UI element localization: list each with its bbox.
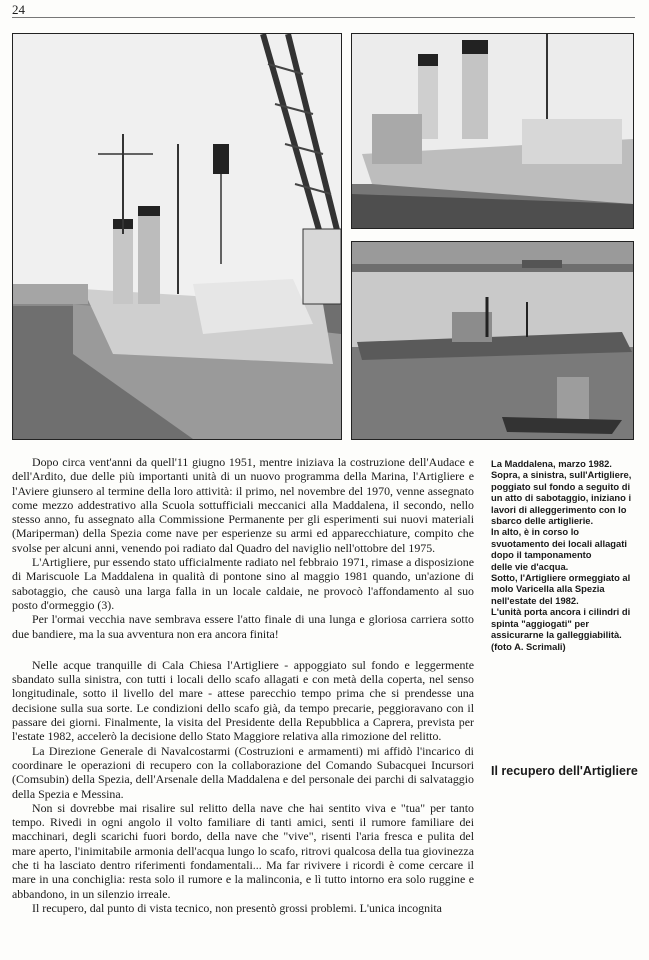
caption-line: assicurarne la galleggiabilità. [491, 629, 622, 641]
caption-line: In alto, è in corso lo [491, 526, 580, 538]
caption-line: La Maddalena, marzo 1982. [491, 458, 612, 469]
paragraph: Il recupero, dal punto di vista tecnico, non presentò grossi problemi. L'unica incognita [32, 900, 442, 915]
photo-ship-dewatering [351, 33, 634, 229]
ship-photo-icon [352, 242, 633, 439]
paragraph: L'Artigliere, pur essendo stato ufficialmente radiato nel febbraio 1971, rimase a disposizione di Mariscuole La Maddalena in qualità di pontone sino al maggio 1981 quando, un'azione di sabotaggio, che causò una larga falla in un locale caldaie, ne provocò l'affondamento al suo posto d'ormeggio (3). [12, 555, 474, 612]
page-number: 24 [12, 2, 25, 17]
ship-photo-icon [13, 34, 341, 439]
caption-line: poggiato sul fondo a seguito di [491, 480, 631, 492]
caption-line: delle vie d'acqua. [491, 560, 569, 572]
photo-caption [491, 458, 637, 652]
ship-photo-icon [352, 34, 633, 228]
caption-line: nell'estate del 1982. [491, 594, 579, 606]
paragraph: Non si dovrebbe mai risalire sul relitto della nave che hai sentito viva e "tua" per tanto tempo. Rivedi in ogni angolo il volto familiare di tanti amici, senti il rumore familiare dei macchinari, degli scarichi fuori bordo, della nave che "vive", risenti l'aria fresca e pulita del mare aperto, l'inimitabile armonia dell'acqua lungo lo scafo, ritrovi qualcosa della tua giovinezza che ti ha lasciato dentro riferimenti fondamentali... Ma far rivivere i ricordi è come cercare il mare in una conchiglia: resta solo il rumore e la malinconia, e lì tutto intorno era solo ruggine e abbandono, in un silenzio irreale. [12, 800, 474, 901]
caption-line: lavori di alleggerimento con lo [491, 503, 627, 515]
caption-line: svuotamento dei locali allagati [491, 537, 627, 549]
header-rule [12, 17, 635, 18]
caption-line: dopo il tamponamento [491, 549, 592, 561]
article-body [12, 455, 474, 915]
photo-ship-crane [12, 33, 342, 440]
paragraph: Nelle acque tranquille di Cala Chiesa l'Artigliere - appoggiato sul fondo e leggermente sbandato sulla sinistra, con tutti i locali dello scafo allagati e con metà della coperta, nel senso longitudinale, sotto il livello del mare - attese parecchio tempo prima che si prendesse una decisione sulla sua sorte. Le condizioni dello scafo già, da tempo precarie, peggioravano con il passare dei giorni. Finalmente, la visita del Presidente della Repubblica a Caprera, prevista per l'estate 1982, accelerò la decisione dello Stato Maggiore relativa alla rimozione del relitto. [12, 657, 474, 744]
paragraph: Dopo circa vent'anni da quell'11 giugno 1951, mentre iniziava la costruzione dell'Audace e dell'Ardito, due delle più importanti unità di un nuovo programma della Marina, l'Artigliere e l'Aviere giunsero al termine della loro attività: il primo, nel novembre del 1970, venne assegnato come mezzo addestrativo alla Scuola sottufficiali meccanici alla Maddalena, il secondo, nello stesso anno, fu assegnato alla Commissione Permanente per gli esperimenti sui nuovi materiali (Mariperman) della Spezia come nave per esperienze su armi ed apparecchiature, compito che svolse per alcuni anni, venendo poi radiato dal Quadro del naviglio nell'ottobre del 1975. [12, 455, 474, 555]
caption-line: un atto di sabotaggio, iniziano i [491, 492, 632, 504]
caption-line: spinta "aggiogati" per [491, 617, 589, 629]
caption-line: L'unità porta ancora i cilindri di [491, 606, 631, 618]
caption-line: Sopra, a sinistra, sull'Artigliere, [491, 469, 632, 481]
photo-ship-moored [351, 241, 634, 440]
caption-line: Sotto, l'Artigliere ormeggiato al [491, 572, 631, 584]
caption-line: molo Varicella alla Spezia [491, 583, 605, 595]
section-title: Il recupero dell'Artigliere [491, 764, 638, 778]
paragraph: La Direzione Generale di Navalcostarmi (Costruzioni e armamenti) mi affidò l'incarico di coordinare le operazioni di recupero con la collaborazione del Comando Subacquei Incursori (Comsubin) della Spezia, dell'Arsenale della Maddalena e del personale dei parchi di salvataggio della Spezia e Messina. [12, 743, 474, 801]
caption-line: (foto A. Scrimali) [491, 640, 566, 652]
caption-line: sbarco delle artiglierie. [491, 515, 594, 527]
paragraph: Per l'ormai vecchia nave sembrava essere l'atto finale di una lunga e gloriosa carriera sotto due bandiere, ma la sua avventura non era ancora finita! [12, 612, 474, 641]
